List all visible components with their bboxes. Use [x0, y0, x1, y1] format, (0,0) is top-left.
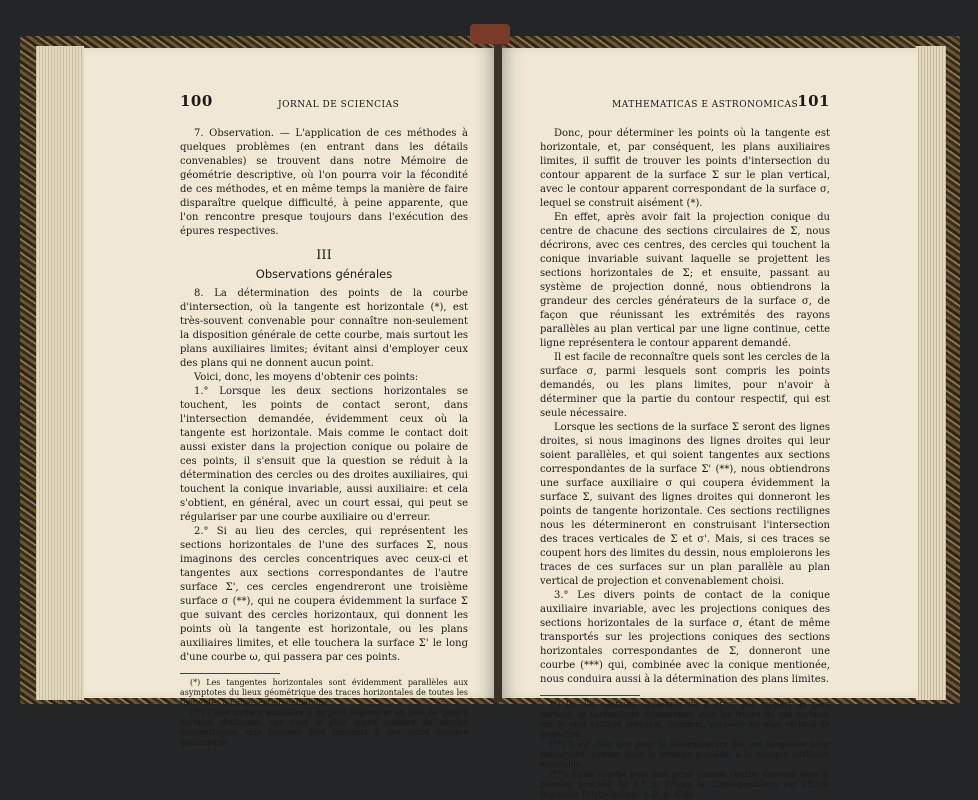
right-page	[500, 48, 918, 799]
paragraph-observation: 7. Observation. — L'application de ces méthodes à quelques problèmes (en entrant dans les détails convenables) se trouvent dans notre Mémoire de géométrie descriptive, où l'on pourra voir la fécondité de ces méthodes, et en même temps la manière de faire disparaître quelque difficulté, à peine apparente, que l'on rencontre presque toujours dans l'exécution des épures respectives.	[180, 128, 468, 237]
page-number-right: 101	[797, 92, 830, 110]
paragraph: 3.° Les divers points de contact de la conique auxiliaire invariable, avec les projections coniques des sections horizontales de la surface σ, étant de même transportés sur les projections coniques des sections horizontales correspondantes de Σ, donneront une courbe (***) qui, combinée avec la conique mentionée, nous conduira aussi à la détermination des plans limites.	[540, 590, 830, 685]
right-page-edges	[916, 46, 946, 700]
running-title-left: JORNAL DE SCIENCIAS	[278, 100, 400, 110]
page-number-left: 100	[180, 92, 213, 110]
left-page-header	[180, 92, 468, 118]
book-gutter	[494, 44, 502, 702]
right-page-header	[540, 92, 830, 118]
paragraph: Lorsque les sections de la surface Σ seront des lignes droites, si nous imaginons des lignes droites qui leur soient parallèles, et qui soient tangentes aux sections correspondantes de la surface Σ' (**), nous obtiendrons une surface auxiliaire σ qui coupera évidemment la surface Σ, suivant des lignes droites qui donneront les points de tangente horizontale. Ces sections rectilignes nous les détermineront en construisant l'intersection des traces verticales de Σ et σ'. Mais, si ces traces se coupent hors des limites du dessin, nous emploierons les traces de ces surfaces sur un plan parallèle au plan vertical de projection et convenablement choisi.	[540, 422, 830, 587]
footnote: (*) Les tangentes horizontales sont évidemment parallèles aux asymptotes du lieux géométrique des traces horizontales de toutes les tangentes à l'intersection demandée.	[180, 678, 468, 707]
right-page-content	[540, 92, 830, 800]
footnote-divider	[180, 673, 280, 674]
section-title: Observations générales	[255, 267, 393, 281]
paragraph: Voici, donc, les moyens d'obtenir ces points:	[194, 372, 419, 383]
footnote: (***) Cette courbe peut être prise comme courbe d'erreur dans le premier procédé du n.° 5. (Voyez la Correspondance sur l'École Impériale Polytechnique, t. II, p. 438).	[540, 770, 830, 799]
paragraph: Donc, pour déterminer les points où la tangente est horizontale, et, par conséquent, les plans auxiliaires limites, il suffit de trouver les points d'intersection du contour apparent de la surface Σ sur le plan vertical, avec le contour apparent correspondant de la surface σ, lequel se construit aisément (*).	[540, 128, 830, 209]
footnote: (*) Ici, les contours apparents de Σ et σ, par rapport au plan vertical, se confondront évidemment avec les traces de ces surfaces sur le plan vertical principal, commun, parallèle au plan vertical de projection.	[540, 700, 830, 739]
section-number: III	[316, 248, 332, 263]
left-page-content	[180, 92, 468, 748]
footnote-divider	[540, 695, 640, 696]
paragraph: En effet, après avoir fait la projection conique du centre de chacune des sections circulaires de Σ, nous décrirons, avec ces centres, des cercles qui touchent la conique invariable suivant laquelle se projettent les sections horizontales de Σ; et ensuite, passant au système de projection donné, nous obtiendrons la grandeur des cercles générateurs de la surface σ, de façon que réunissant les extrémités des rayons parallèles au plan vertical par une ligne continue, cette ligne représentera le contour apparent demandé.	[540, 212, 830, 349]
footnote: (**) Cette surface auxiliaire σ ne peut dégénérer en plus de quatre surfaces distinctes: car c'est le plus grand nombre de cercles concentriques, que puissent être tangents à une autre conique quelconque.	[180, 708, 468, 747]
left-page-edges	[36, 46, 84, 700]
left-page	[84, 48, 496, 747]
running-title-right: MATHEMATICAS E ASTRONOMICAS	[612, 100, 799, 110]
paragraph: 8. La détermination des points de la courbe d'intersection, où la tangente est horizontale (*), est très-souvent convenable pour connaître non-seulement la disposition générale de cette courbe, mais surtout les plans auxiliaires limites; évitant ainsi d'employer ceux des plans qui ne donnent aucun point.	[180, 288, 468, 369]
book-spine	[470, 24, 510, 44]
paragraph: Il est facile de reconnaître quels sont les cercles de la surface σ, parmi lesquels sont compris les points demandés, ou les plans limites, pour n'avoir à déterminer que la partie du contour respectif, qui est seule nécessaire.	[540, 352, 830, 419]
footnote: (**) Il est clair que pour la détermination des ces tangentes nous recourrons, comme dans le premier procédé, à la conique auxiliaire invariable.	[540, 740, 830, 769]
paragraph: 1.° Lorsque les deux sections horizontales se touchent, les points de contact seront, dans l'intersection demandée, évidemment ceux où la tangente est horizontale. Mais comme le contact doit aussi exister dans la projection conique ou polaire de ces points, il s'ensuit que la question se réduit à la détermination des cercles ou des droites auxiliaires, qui touchent la conique invariable, aussi auxiliaire: et cela s'obtient, en général, avec un court essai, qui peut se régulariser par une courbe auxiliaire ou d'erreur.	[180, 386, 468, 523]
paragraph: 2.° Si au lieu des cercles, qui représentent les sections horizontales de l'une des surfaces Σ, nous imaginons des cercles concentriques avec ceux-ci et tangentes aux sections correspondantes de l'autre surface Σ', ces cercles engendreront une troisième surface σ (**), qui ne coupera évidemment la surface Σ que suivant des cercles horizontaux, qui donnent les points où la tangente est horizontale, ou les plans auxiliaires limites, et elle touchera la surface Σ' le long d'une courbe ω, qui passera par ces points.	[180, 526, 468, 663]
